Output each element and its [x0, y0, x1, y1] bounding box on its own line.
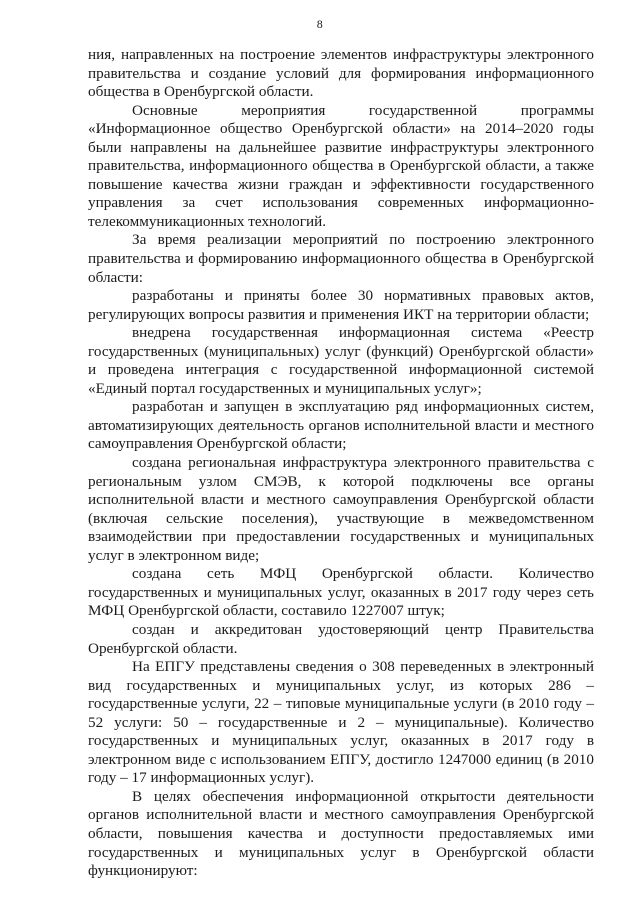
body-text	[88, 46, 594, 881]
list-item: разработан и запущен в эксплуатацию ряд информационных систем, автоматизирующих деятельность органов исполнительной власти и местного самоуправления Оренбургской области;	[88, 398, 594, 453]
list-item: разработаны и приняты более 30 нормативных правовых актов, регулирующих вопросы развития и применения ИКТ на территории области;	[88, 287, 594, 323]
paragraph: На ЕПГУ представлены сведения о 308 переведенных в электронный вид государственных и муниципальных услуг, из которых 286 – государственные услуги, 22 – типовые муниципальные услуги (в 2010 году – 52 услуги: 50 – государственные и 2 – муниципальные). Количество государственных и муниципальных услуг, оказанных в 2017 году в электронном виде с использованием ЕПГУ, достигло 1247000 единиц (в 2010 году – 17 информационных услуг).	[88, 658, 594, 787]
list-item: создан и аккредитован удостоверяющий центр Правительства Оренбургской области.	[88, 620, 594, 657]
page-number: 8	[316, 17, 324, 31]
paragraph: В целях обеспечения информационной открытости деятельности органов исполнительной власти и местного самоуправления Оренбургской области, повышения качества и доступности предоставляемых ими государственных и муниципальных услуг в Оренбургской области функционируют:	[88, 787, 594, 880]
paragraph: За время реализации мероприятий по построению электронного правительства и формированию информационного общества в Оренбургской области:	[88, 231, 594, 286]
paragraph: Основные мероприятия государственной программы «Информационное общество Оренбургской области» на 2014–2020 годы были направлены на дальнейшее развитие инфраструктуры электронного правительства, информационного общества в Оренбургской области, а также повышение качества жизни граждан и эффективности государственного управления за счет использования современных информационно-телекоммуникационных технологий.	[88, 101, 594, 230]
list-item: внедрена государственная информационная система «Реестр государственных (муниципальных) услуг (функций) Оренбургской области» и проведена интеграция с государственной информационной системой «Единый портал государственных и муниципальных услуг»;	[88, 324, 594, 397]
paragraph-continuation: ния, направленных на построение элементов инфраструктуры электронного правительства и создание условий для формирования информационного общества в Оренбургской области.	[88, 46, 594, 101]
list-item: создана региональная инфраструктура электронного правительства с региональным узлом СМЭВ, к которой подключены все органы исполнительной власти и местного самоуправления Оренбургской области (включая сельские поселения), участвующие в межведомственном взаимодействии при предоставлении государственных и муниципальных услуг в электронном виде;	[88, 454, 594, 564]
list-item: создана сеть МФЦ Оренбургской области. Количество государственных и муниципальных услуг, оказанных в 2017 году через сеть МФЦ Оренбургской области, составило 1227007 штук;	[88, 565, 594, 620]
